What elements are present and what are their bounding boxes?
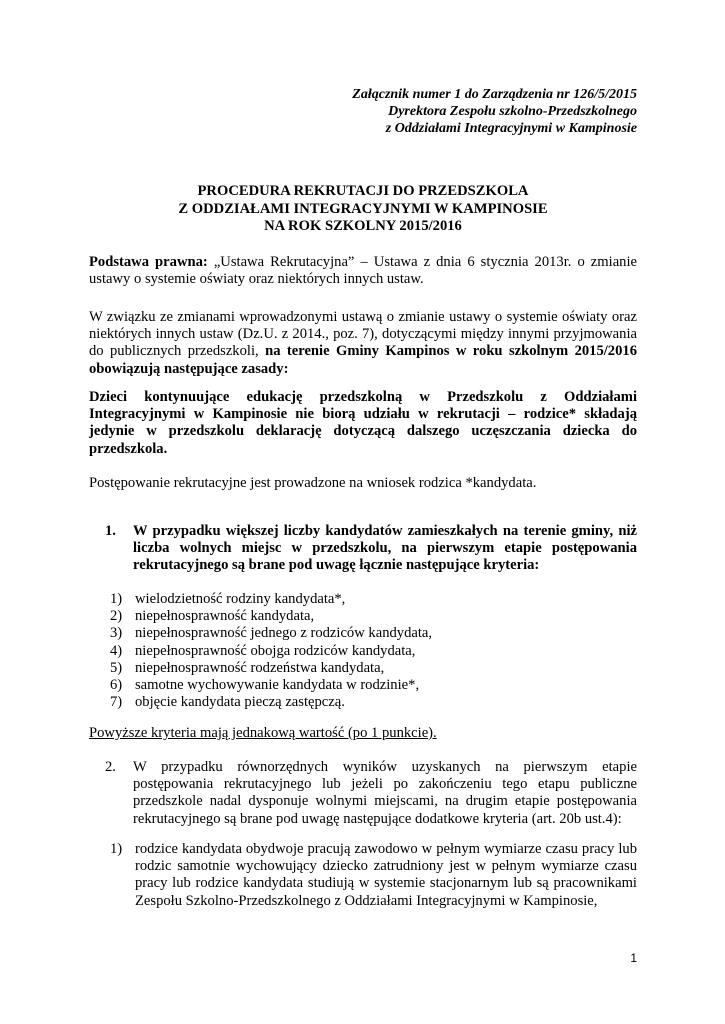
list-item: [110, 643, 637, 660]
header-line-1: Załącznik numer 1 do Zarządzenia nr 126/5/2015: [352, 87, 637, 102]
attachment-header: [352, 86, 637, 137]
intro-paragraph: [89, 309, 637, 378]
page-number: 1: [630, 951, 637, 965]
criterion-text: niepełnosprawność obojga rodziców kandydata,: [135, 642, 416, 659]
title-line-3: NA ROK SZKOLNY 2015/2016: [264, 218, 462, 235]
criterion-text: niepełnosprawność rodzeństwa kandydata,: [135, 659, 385, 676]
criterion-text: samotne wychowywanie kandydata w rodzinie*,: [135, 677, 420, 694]
section-1-number: 1.: [105, 523, 116, 539]
document-title: [89, 183, 637, 236]
legal-basis-paragraph: [89, 254, 637, 288]
list-item: [110, 608, 637, 625]
section-1-text: W przypadku większej liczby kandydatów zamieszkałych na terenie gminy, niż liczba wolnych miejsc w przedszkolu, na pierwszym etapie postępowania rekrutacyjnego są brane pod uwagę łącznie następujące kryteria:: [133, 523, 637, 574]
list-item: [110, 694, 637, 711]
section-2-number: 2.: [105, 759, 116, 775]
criterion-text: wielodzietność rodziny kandydata*,: [135, 591, 346, 607]
list-item: [110, 625, 637, 642]
criterion-number: 3): [110, 625, 123, 642]
list-item: [110, 591, 637, 608]
criterion-number: 1): [110, 591, 123, 607]
additional-criterion-text: rodzice kandydata obydwoje pracują zawodowo w pełnym wymiarze czasu pracy lub rodzic samotnie wychowujący dziecko zatrudniony jest w pełnym wymiarze czasu pracy lub rodzice kandydata studiują w systemie stacjonarnym lub są pracownikami Zespołu Szkolno-Przedszkolnego z Oddziałami Integracyjnymi w Kampinosie,: [135, 841, 637, 909]
criterion-number: 6): [110, 677, 123, 694]
criteria-list: [110, 591, 637, 711]
criterion-text: objęcie kandydata pieczą zastępczą.: [135, 694, 345, 711]
intro-bold-text: na terenie Gminy Kampinos w roku szkolnym 2015/2016 obowiązują następujące zasady:: [89, 343, 637, 377]
additional-criteria-list: [110, 841, 637, 910]
title-line-1: PROCEDURA REKRUTACJI DO PRZEDSZKOLA: [197, 183, 529, 199]
intro-text: W związku ze zmianami wprowadzonymi ustawą o zmianie ustawy o systemie oświaty oraz niektórych innych ustaw (Dz.U. z 2014., poz. 7), dotyczącymi między innymi przyjmowania do publicznych przedszkoli,: [89, 309, 637, 360]
criterion-text: niepełnosprawność jednego z rodziców kandydata,: [135, 625, 433, 642]
section-1: [105, 523, 637, 575]
list-item: [110, 841, 637, 910]
criterion-number: 7): [110, 694, 123, 711]
additional-criterion-number: 1): [110, 841, 123, 857]
procedure-note: Postępowanie rekrutacyjne jest prowadzone na wniosek rodzica *kandydata.: [89, 475, 537, 491]
legal-basis-label: Podstawa prawna:: [89, 254, 208, 270]
section-2-text: W przypadku równorzędnych wyników uzyskanych na pierwszym etapie postępowania rekrutacyjnego lub jeżeli po zakończeniu tego etapu publiczne przedszkole nadal dysponuje wolnymi miejscami, na drugim etapie postępowania rekrutacyjnego są brane pod uwagę następujące dodatkowe kryteria (art. 20b ust.4):: [133, 759, 637, 827]
header-line-2: Dyrektora Zespołu szkolno-Przedszkolnego: [388, 104, 637, 119]
title-line-2: Z ODDZIAŁAMI INTEGRACYJNYMI W KAMPINOSIE: [178, 200, 548, 217]
continuing-children-paragraph: Dzieci kontynuujące edukację przedszkolną w Przedszkolu z Oddziałami Integracyjnymi w Kampinosie nie biorą udziału w rekrutacji – rodzice* składają jedynie w przedszkolu deklarację dotyczącą dalszego uczęszczania dziecka do przedszkola.: [89, 389, 637, 457]
legal-basis-text: „Ustawa Rekrutacyjna” – Ustawa z dnia 6 stycznia 2013r. o zmianie ustawy o systemie oświaty oraz niektórych innych ustaw.: [89, 254, 638, 288]
section-2: [105, 759, 637, 828]
criterion-text: niepełnosprawność kandydata,: [135, 608, 315, 625]
criterion-number: 2): [110, 608, 123, 625]
equal-value-note: Powyższe kryteria mają jednakową wartość (po 1 punkcie).: [89, 725, 437, 741]
criterion-number: 4): [110, 642, 123, 659]
list-item: [110, 660, 637, 677]
list-item: [110, 677, 637, 694]
criterion-number: 5): [110, 659, 123, 676]
header-line-3: z Oddziałami Integracyjnymi w Kampinosie: [385, 121, 637, 136]
